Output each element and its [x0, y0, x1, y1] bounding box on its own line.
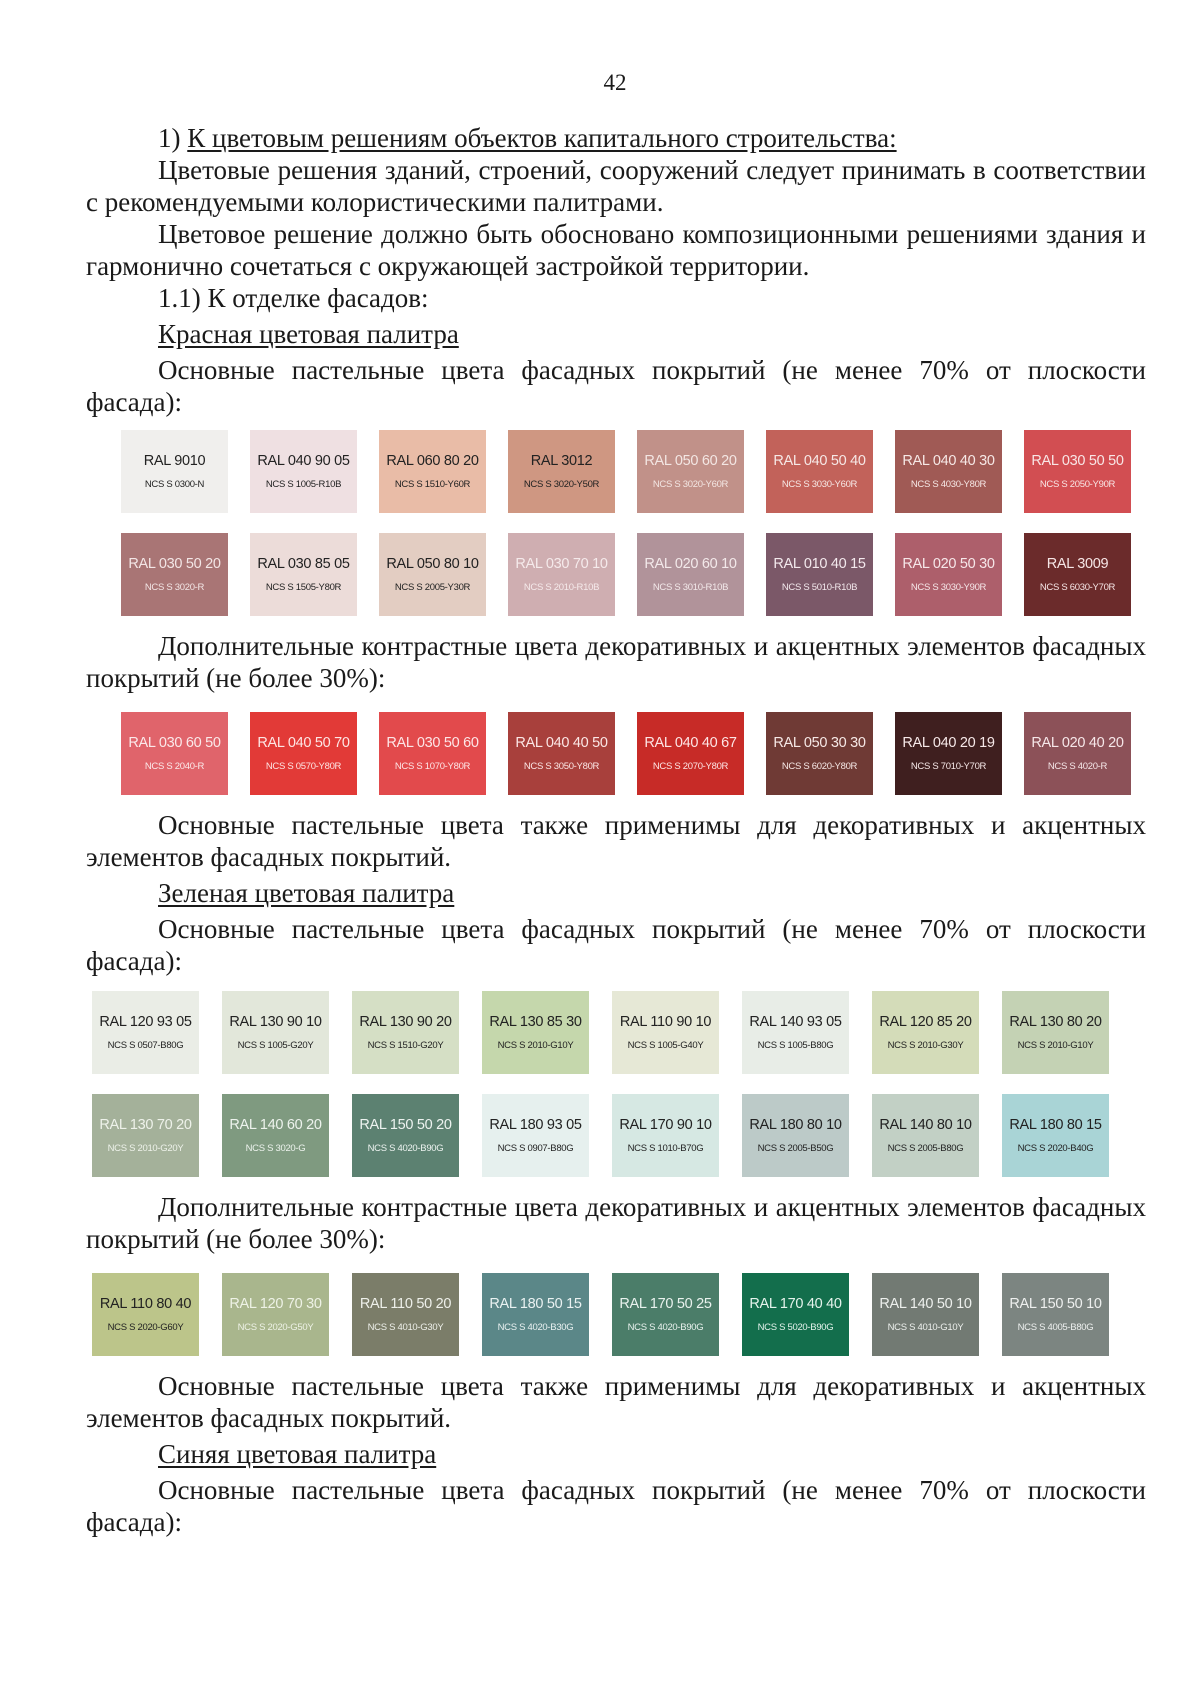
- green-main-row-2: [92, 1094, 1146, 1177]
- color-swatch: [482, 991, 589, 1074]
- swatch-ral-code: RAL 130 90 20: [359, 1014, 452, 1030]
- color-swatch: [895, 533, 1002, 616]
- color-swatch: [352, 991, 459, 1074]
- swatch-ral-code: RAL 050 30 30: [773, 735, 866, 751]
- red-extra-text: Дополнительные контрастные цвета декоративных и акцентных элементов фасадных покрытий (не более 30%):: [86, 631, 1146, 693]
- paragraph-composition: Цветовое решение должно быть обосновано композиционными решениями здания и гармонично сочетаться с окружающей застройкой территории.: [86, 219, 1146, 281]
- swatch-ral-code: RAL 030 60 50: [128, 735, 221, 751]
- swatch-ncs-code: NCS S 4020-B90G: [367, 1143, 444, 1154]
- swatch-ral-code: RAL 3012: [530, 453, 593, 469]
- color-swatch: [92, 991, 199, 1074]
- swatch-ncs-code: NCS S 4005-B80G: [1017, 1322, 1094, 1333]
- color-swatch: [1002, 1094, 1109, 1177]
- swatch-ncs-code: NCS S 1510-G20Y: [367, 1040, 444, 1051]
- color-swatch: [121, 712, 228, 795]
- color-swatch: [766, 712, 873, 795]
- color-swatch: [250, 430, 357, 513]
- color-swatch: [612, 1094, 719, 1177]
- swatch-ral-code: RAL 130 85 30: [489, 1014, 582, 1030]
- swatch-ncs-code: NCS S 2020-G60Y: [107, 1322, 184, 1333]
- swatch-ncs-code: NCS S 2020-G50Y: [237, 1322, 314, 1333]
- color-swatch: [1002, 1273, 1109, 1356]
- swatch-ral-code: RAL 170 40 40: [749, 1296, 842, 1312]
- swatch-ral-code: RAL 030 70 10: [515, 556, 608, 572]
- swatch-ral-code: RAL 140 93 05: [749, 1014, 842, 1030]
- swatch-ral-code: RAL 040 40 30: [902, 453, 995, 469]
- swatch-ral-code: RAL 120 93 05: [99, 1014, 192, 1030]
- color-swatch: [379, 533, 486, 616]
- swatch-ncs-code: NCS S 2010-G30Y: [887, 1040, 964, 1051]
- color-swatch: [766, 533, 873, 616]
- swatch-ncs-code: NCS S 2005-Y30R: [394, 582, 471, 593]
- swatch-ncs-code: NCS S 2040-R: [144, 761, 205, 772]
- swatch-ral-code: RAL 180 50 15: [489, 1296, 582, 1312]
- swatch-ncs-code: NCS S 3020-R: [144, 582, 205, 593]
- red-note: Основные пастельные цвета также применимы для декоративных и акцентных элементов фасадных покрытий.: [86, 810, 1146, 872]
- swatch-ncs-code: NCS S 7010-Y70R: [910, 761, 987, 772]
- swatch-ral-code: RAL 3009: [1046, 556, 1109, 572]
- swatch-ncs-code: NCS S 3030-Y90R: [910, 582, 987, 593]
- color-swatch: [92, 1094, 199, 1177]
- swatch-ncs-code: NCS S 1505-Y80R: [265, 582, 342, 593]
- swatch-ncs-code: NCS S 1510-Y60R: [394, 479, 471, 490]
- swatch-ral-code: RAL 150 50 10: [1009, 1296, 1102, 1312]
- swatch-ral-code: RAL 030 50 20: [128, 556, 221, 572]
- color-swatch: [1024, 712, 1131, 795]
- swatch-ncs-code: NCS S 3020-Y60R: [652, 479, 729, 490]
- swatch-ral-code: RAL 120 85 20: [879, 1014, 972, 1030]
- color-swatch: [1024, 533, 1131, 616]
- swatch-ncs-code: NCS S 3020-Y50R: [523, 479, 600, 490]
- color-swatch: [637, 533, 744, 616]
- swatch-ncs-code: NCS S 6020-Y80R: [781, 761, 858, 772]
- page-number: 42: [603, 70, 627, 95]
- swatch-ral-code: RAL 170 90 10: [619, 1117, 712, 1133]
- swatch-ral-code: RAL 110 90 10: [619, 1014, 712, 1030]
- swatch-ncs-code: NCS S 4030-Y80R: [910, 479, 987, 490]
- green-main-row-1: [92, 991, 1146, 1074]
- color-swatch: [250, 712, 357, 795]
- swatch-ncs-code: NCS S 4020-B90G: [627, 1322, 704, 1333]
- swatch-ncs-code: NCS S 1005-R10B: [265, 479, 342, 490]
- swatch-ncs-code: NCS S 2010-G10Y: [497, 1040, 574, 1051]
- swatch-ral-code: RAL 040 50 70: [257, 735, 350, 751]
- swatch-ral-code: RAL 140 60 20: [229, 1117, 322, 1133]
- color-swatch: [222, 1094, 329, 1177]
- swatch-ncs-code: NCS S 1070-Y80R: [394, 761, 471, 772]
- color-swatch: [508, 430, 615, 513]
- swatch-ral-code: RAL 040 40 67: [644, 735, 737, 751]
- swatch-ral-code: RAL 130 80 20: [1009, 1014, 1102, 1030]
- color-swatch: [612, 1273, 719, 1356]
- section-item-1: [86, 122, 1146, 154]
- swatch-ncs-code: NCS S 0300-N: [144, 479, 205, 490]
- color-swatch: [1024, 430, 1131, 513]
- document-body: [86, 122, 1146, 1538]
- color-swatch: [379, 712, 486, 795]
- color-swatch: [637, 712, 744, 795]
- color-swatch: [1002, 991, 1109, 1074]
- paragraph-color-solutions: Цветовые решения зданий, строений, сооружений следует принимать в соответствии с рекомендуемыми колористическими палитрами.: [86, 155, 1146, 217]
- swatch-ncs-code: NCS S 5010-R10B: [781, 582, 858, 593]
- swatch-ncs-code: NCS S 3050-Y80R: [523, 761, 600, 772]
- swatch-ral-code: RAL 060 80 20: [386, 453, 479, 469]
- swatch-ral-code: RAL 030 50 60: [386, 735, 479, 751]
- color-swatch: [742, 1273, 849, 1356]
- swatch-ral-code: RAL 110 50 20: [359, 1296, 452, 1312]
- swatch-ral-code: RAL 180 80 15: [1009, 1117, 1102, 1133]
- swatch-ncs-code: NCS S 4020-R: [1047, 761, 1108, 772]
- color-swatch: [895, 430, 1002, 513]
- red-palette-heading: Красная цветовая палитра: [158, 319, 459, 349]
- color-swatch: [766, 430, 873, 513]
- swatch-ncs-code: NCS S 4010-G10Y: [887, 1322, 964, 1333]
- color-swatch: [352, 1094, 459, 1177]
- swatch-ral-code: RAL 130 70 20: [99, 1117, 192, 1133]
- swatch-ral-code: RAL 020 50 30: [902, 556, 995, 572]
- color-swatch: [872, 991, 979, 1074]
- swatch-ncs-code: NCS S 0507-B80G: [107, 1040, 184, 1051]
- swatch-ral-code: RAL 020 40 20: [1031, 735, 1124, 751]
- swatch-ncs-code: NCS S 2050-Y90R: [1039, 479, 1116, 490]
- color-swatch: [482, 1094, 589, 1177]
- green-extra-text: Дополнительные контрастные цвета декоративных и акцентных элементов фасадных покрытий (не более 30%):: [86, 1192, 1146, 1254]
- color-swatch: [482, 1273, 589, 1356]
- color-swatch: [508, 712, 615, 795]
- red-main-row-2: [121, 533, 1146, 616]
- color-swatch: [872, 1273, 979, 1356]
- color-swatch: [121, 533, 228, 616]
- swatch-ral-code: RAL 050 60 20: [644, 453, 737, 469]
- color-swatch: [742, 991, 849, 1074]
- swatch-ncs-code: NCS S 2010-G10Y: [1017, 1040, 1094, 1051]
- swatch-ncs-code: NCS S 2010-G20Y: [107, 1143, 184, 1154]
- swatch-ral-code: RAL 040 20 19: [902, 735, 995, 751]
- swatch-ral-code: RAL 020 60 10: [644, 556, 737, 572]
- swatch-ncs-code: NCS S 3020-G: [245, 1143, 306, 1154]
- green-palette-heading: Зеленая цветовая палитра: [158, 878, 455, 908]
- color-swatch: [637, 430, 744, 513]
- item-1-title: К цветовым решениям объектов капитального строительства:: [187, 123, 897, 153]
- swatch-ncs-code: NCS S 1005-B80G: [757, 1040, 834, 1051]
- red-main-row-1: [121, 430, 1146, 513]
- color-swatch: [872, 1094, 979, 1177]
- color-swatch: [508, 533, 615, 616]
- color-swatch: [121, 430, 228, 513]
- swatch-ncs-code: NCS S 2070-Y80R: [652, 761, 729, 772]
- swatch-ral-code: RAL 030 50 50: [1031, 453, 1124, 469]
- red-main-text: Основные пастельные цвета фасадных покрытий (не менее 70% от плоскости фасада):: [86, 355, 1146, 417]
- swatch-ral-code: RAL 170 50 25: [619, 1296, 712, 1312]
- swatch-ral-code: RAL 180 93 05: [489, 1117, 582, 1133]
- swatch-ncs-code: NCS S 2020-B40G: [1017, 1143, 1094, 1154]
- swatch-ral-code: RAL 9010: [143, 453, 206, 469]
- color-swatch: [222, 991, 329, 1074]
- swatch-ral-code: RAL 040 50 40: [773, 453, 866, 469]
- swatch-ral-code: RAL 040 90 05: [257, 453, 350, 469]
- swatch-ncs-code: NCS S 0570-Y80R: [265, 761, 342, 772]
- item-1-prefix: 1): [158, 123, 188, 153]
- blue-palette-heading: Синяя цветовая палитра: [158, 1439, 437, 1469]
- swatch-ral-code: RAL 120 70 30: [229, 1296, 322, 1312]
- swatch-ral-code: RAL 050 80 10: [386, 556, 479, 572]
- color-swatch: [895, 712, 1002, 795]
- swatch-ncs-code: NCS S 2005-B50G: [757, 1143, 834, 1154]
- section-item-1-1: 1.1) К отделке фасадов:: [158, 283, 429, 313]
- swatch-ncs-code: NCS S 3010-R10B: [652, 582, 729, 593]
- swatch-ncs-code: NCS S 2010-R10B: [523, 582, 600, 593]
- swatch-ral-code: RAL 040 40 50: [515, 735, 608, 751]
- swatch-ral-code: RAL 150 50 20: [359, 1117, 452, 1133]
- swatch-ral-code: RAL 110 80 40: [99, 1296, 192, 1312]
- color-swatch: [222, 1273, 329, 1356]
- swatch-ncs-code: NCS S 1010-B70G: [627, 1143, 704, 1154]
- color-swatch: [250, 533, 357, 616]
- swatch-ncs-code: NCS S 6030-Y70R: [1039, 582, 1116, 593]
- swatch-ral-code: RAL 030 85 05: [257, 556, 350, 572]
- swatch-ral-code: RAL 010 40 15: [773, 556, 866, 572]
- swatch-ral-code: RAL 140 80 10: [879, 1117, 972, 1133]
- green-main-text: Основные пастельные цвета фасадных покрытий (не менее 70% от плоскости фасада):: [86, 914, 1146, 976]
- red-extra-row: [121, 712, 1146, 795]
- swatch-ncs-code: NCS S 4010-G30Y: [367, 1322, 444, 1333]
- swatch-ncs-code: NCS S 1005-G40Y: [627, 1040, 704, 1051]
- swatch-ncs-code: NCS S 0907-B80G: [497, 1143, 574, 1154]
- swatch-ncs-code: NCS S 3030-Y60R: [781, 479, 858, 490]
- color-swatch: [352, 1273, 459, 1356]
- green-note: Основные пастельные цвета также применимы для декоративных и акцентных элементов фасадных покрытий.: [86, 1371, 1146, 1433]
- color-swatch: [379, 430, 486, 513]
- blue-main-text: Основные пастельные цвета фасадных покрытий (не менее 70% от плоскости фасада):: [86, 1475, 1146, 1537]
- swatch-ncs-code: NCS S 5020-B90G: [757, 1322, 834, 1333]
- color-swatch: [92, 1273, 199, 1356]
- swatch-ral-code: RAL 180 80 10: [749, 1117, 842, 1133]
- swatch-ncs-code: NCS S 1005-G20Y: [237, 1040, 314, 1051]
- swatch-ncs-code: NCS S 2005-B80G: [887, 1143, 964, 1154]
- swatch-ncs-code: NCS S 4020-B30G: [497, 1322, 574, 1333]
- color-swatch: [742, 1094, 849, 1177]
- green-extra-row: [92, 1273, 1146, 1356]
- swatch-ral-code: RAL 130 90 10: [229, 1014, 322, 1030]
- swatch-ral-code: RAL 140 50 10: [879, 1296, 972, 1312]
- color-swatch: [612, 991, 719, 1074]
